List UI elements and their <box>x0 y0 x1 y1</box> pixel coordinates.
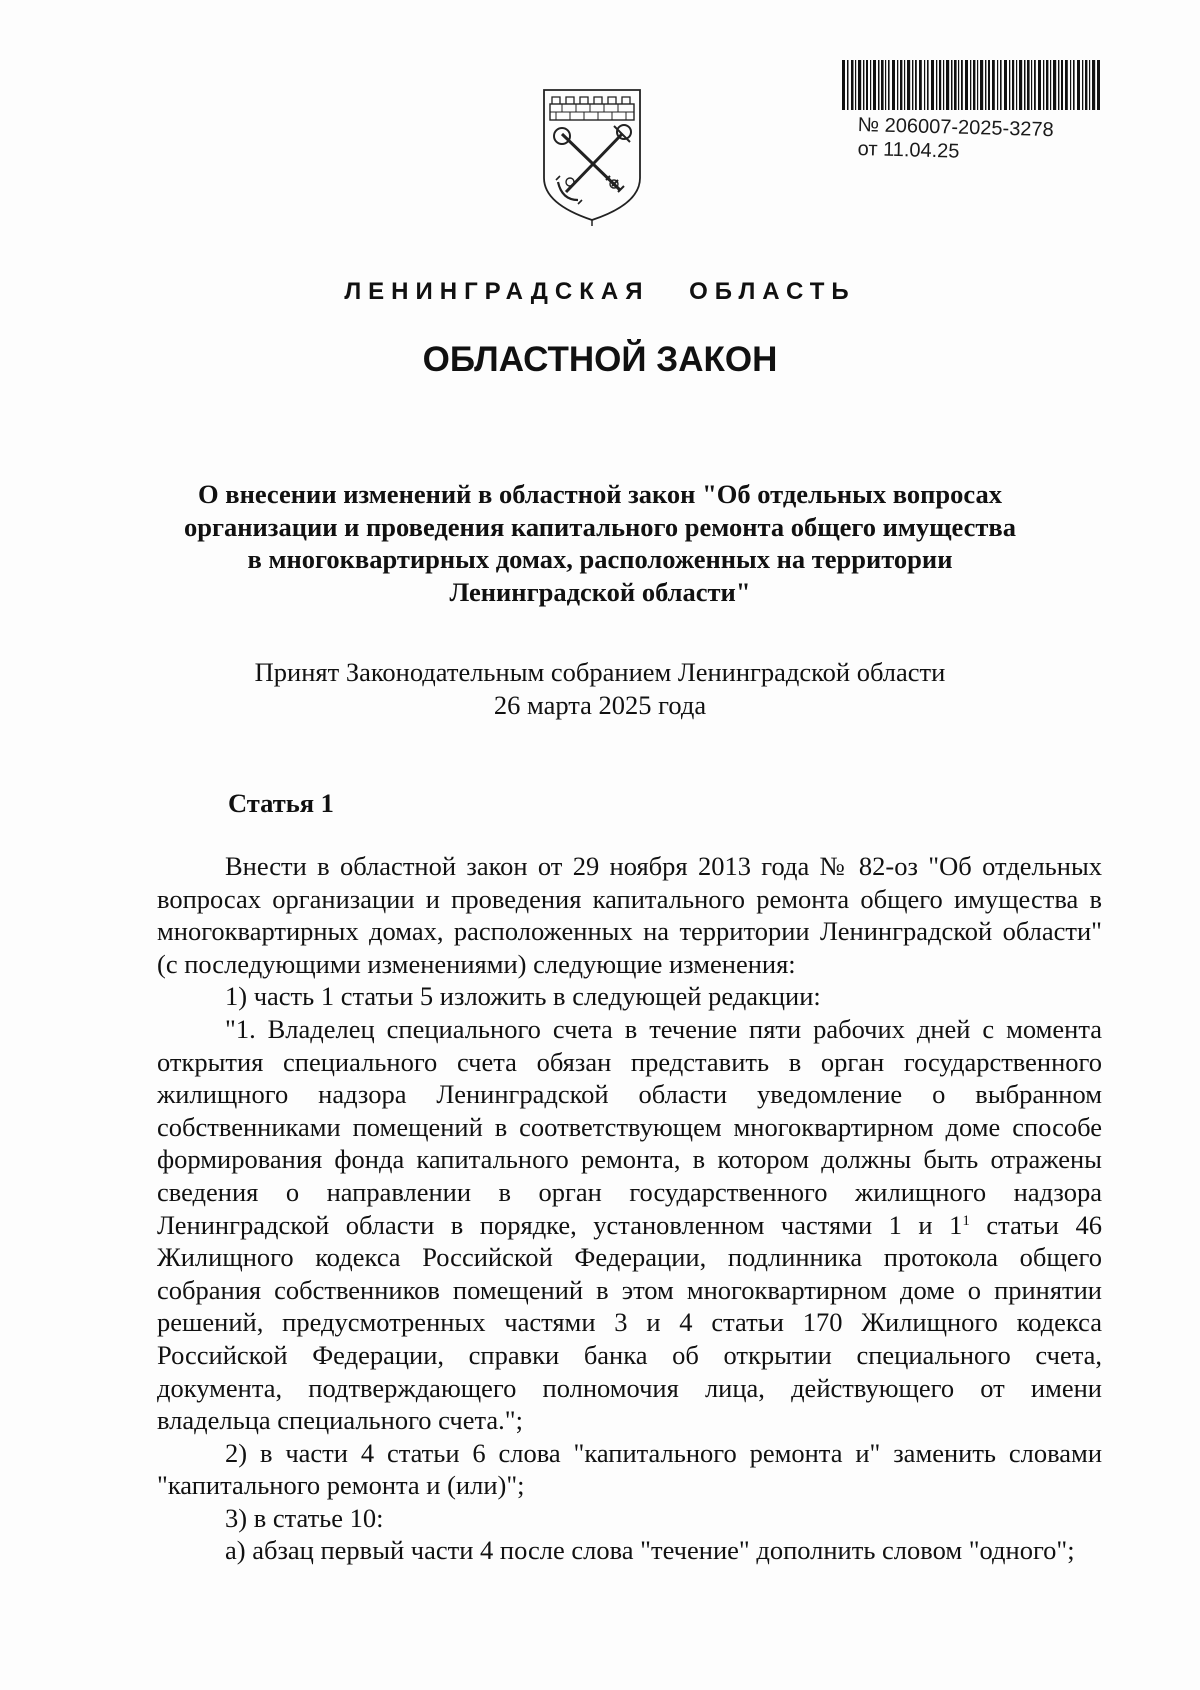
article-body <box>157 850 1102 1567</box>
law-title-line: в многоквартирных домах, расположенных на территории <box>247 544 953 574</box>
law-title-line: Ленинградской области" <box>449 576 751 607</box>
registration-number: № 206007-2025-3278 <box>857 114 1054 142</box>
law-type-heading: ОБЛАСТНОЙ ЗАКОН <box>422 340 778 379</box>
adoption-date-line: 26 марта 2025 года <box>493 690 707 720</box>
paragraph: 2) в части 4 статьи 6 слова "капитального ремонта и" заменить словами "капитального ремонта и (или)"; <box>157 1437 1102 1501</box>
paragraph: а) абзац первый части 4 после слова "течение" дополнить словом "одного"; <box>225 1535 1075 1566</box>
coat-of-arms-icon <box>540 86 644 226</box>
barcode-icon <box>842 60 1100 110</box>
superscript: 1 <box>962 1212 970 1229</box>
paragraph: 3) в статье 10: <box>225 1502 384 1533</box>
paragraph: Внести в областной закон от 29 ноября 2013 года № 82-оз "Об отдельных вопросах организации и проведения капитального ремонта общего имущества в многоквартирных домах, расположенных на территории Ленинградской области" (с последующими изменениями) следующие изменения: <box>157 851 1102 979</box>
paragraph <box>157 1013 1102 1437</box>
adoption-note <box>0 656 1200 722</box>
paragraph: 1) часть 1 статьи 5 изложить в следующей редакции: <box>225 981 821 1012</box>
paragraph-text: "1. Владелец специального счета в течение пяти рабочих дней с момента открытия специального счета обязан представить в орган государственного жилищного надзора Ленинградской области уведомление о выбранном собственниками помещений в соответствующем многоквартирном доме способе формирования фонда капитального ремонта, в котором должны быть отражены сведения о направлении в орган государственного жилищного надзора Ленинградской области в порядке, установленном частями 1 и 1 <box>157 1013 1102 1240</box>
region-heading: ЛЕНИНГРАДСКАЯ ОБЛАСТЬ <box>344 278 856 305</box>
paragraph-text: статьи 46 Жилищного кодекса Российской Федерации, подлинника протокола общего собрания собственников помещений в этом многоквартирном доме о принятии решений, предусмотренных частями 3 и 4 статьи 170 Жилищного кодекса Российской Федерации, справки банка об открытии специального счета, документа, подтверждающего полномочия лица, действующего от имени владельца специального счета."; <box>157 1209 1103 1436</box>
law-title <box>0 478 1200 608</box>
registration-date: от 11.04.25 <box>857 138 960 163</box>
adoption-line: Принят Законодательным собранием Ленинградской области <box>254 657 946 687</box>
article-heading: Статья 1 <box>228 788 334 818</box>
law-title-line: организации и проведения капитального ремонта общего имущества <box>184 511 1016 542</box>
law-title-line: О внесении изменений в областной закон "Об отдельных вопросах <box>198 479 1002 509</box>
